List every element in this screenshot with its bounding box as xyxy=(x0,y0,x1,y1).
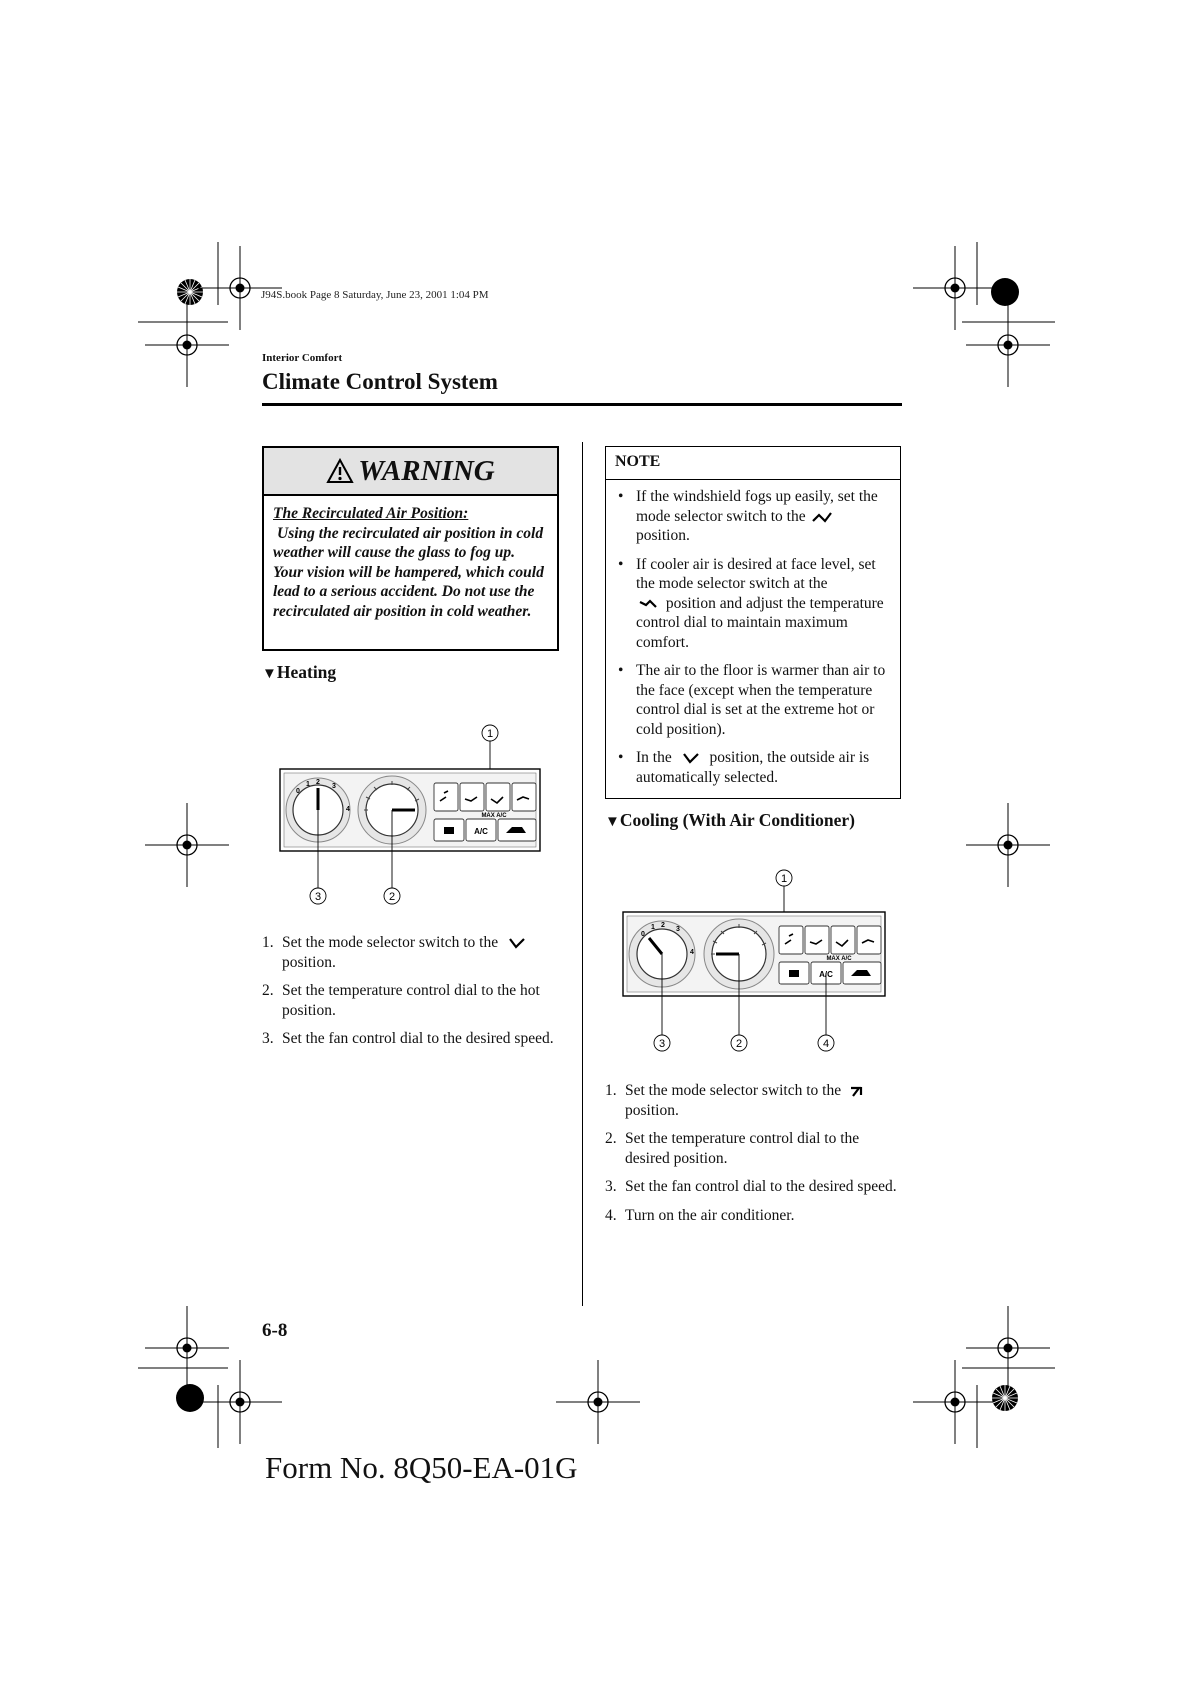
note-item-1: • If the windshield fogs up easily, set the mode selector switch to the position. xyxy=(618,488,878,544)
warning-header xyxy=(264,448,557,496)
cooling-step-4: 4. Turn on the air conditioner. xyxy=(605,1206,795,1224)
column-divider xyxy=(582,442,583,1306)
title-rule xyxy=(262,403,902,406)
cooling-step-2: 2. Set the temperature control dial to the desired position. xyxy=(605,1130,860,1167)
page-number: 6-8 xyxy=(262,1320,288,1341)
note-title: NOTE xyxy=(606,447,900,480)
svg-text:4: 4 xyxy=(690,949,694,956)
svg-text:MAX A/C: MAX A/C xyxy=(481,813,507,819)
floor-mode-icon xyxy=(502,935,532,951)
svg-text:0: 0 xyxy=(641,931,645,938)
heating-step-1: 1. Set the mode selector switch to the position. xyxy=(262,933,562,972)
cooling-step-1: 1. Set the mode selector switch to the position. xyxy=(605,1081,903,1120)
section-label: Interior Comfort xyxy=(262,352,343,364)
svg-text:A/C: A/C xyxy=(819,970,833,979)
cooling-steps xyxy=(605,1081,903,1234)
heating-step-2: 2. Set the temperature control dial to the hot position. xyxy=(262,982,540,1019)
floor-defrost-mode-icon xyxy=(809,509,835,525)
triangle-bullet-icon: ▼ xyxy=(605,814,620,830)
callout-label-1: 1 xyxy=(486,728,494,740)
heating-heading: ▼Heating xyxy=(262,662,337,682)
svg-text:2: 2 xyxy=(316,779,320,786)
svg-text:1: 1 xyxy=(651,924,655,931)
svg-text:1: 1 xyxy=(306,781,310,788)
callout-label-2: 2 xyxy=(735,1038,743,1050)
heating-steps xyxy=(262,933,562,1058)
note-item-4: • In the position, the outside air is automatically selected. xyxy=(618,749,870,786)
callout-label-3: 3 xyxy=(314,891,322,903)
callout-label-3: 3 xyxy=(658,1038,666,1050)
callout-label-4: 4 xyxy=(822,1038,830,1050)
warning-body xyxy=(264,496,557,622)
face-mode-icon xyxy=(845,1083,869,1099)
callout-label-2: 2 xyxy=(388,891,396,903)
warning-box xyxy=(262,446,559,651)
warning-subtitle: The Recirculated Air Position: xyxy=(273,505,469,522)
form-number: Form No. 8Q50-EA-01G xyxy=(265,1450,578,1485)
callout-label-1: 1 xyxy=(780,873,788,885)
bi-level-mode-icon xyxy=(636,596,662,612)
heating-control-panel-diagram xyxy=(262,715,562,905)
page-title: Climate Control System xyxy=(262,369,498,394)
triangle-bullet-icon: ▼ xyxy=(262,666,277,682)
cooling-heading: ▼Cooling (With Air Conditioner) xyxy=(605,810,855,830)
cooling-step-3: 3. Set the fan control dial to the desired speed. xyxy=(605,1178,897,1195)
svg-text:2: 2 xyxy=(661,922,665,929)
svg-text:4: 4 xyxy=(346,806,350,813)
warning-title: WARNING xyxy=(358,454,495,487)
svg-text:3: 3 xyxy=(676,926,680,933)
note-item-3: • The air to the floor is warmer than air to the face (except when the temperature control dial is set at the extreme hot or cold position). xyxy=(618,662,886,738)
heating-step-3: 3. Set the fan control dial to the desired speed. xyxy=(262,1030,554,1047)
print-header: J94S.book Page 8 Saturday, June 23, 2001 1:04 PM xyxy=(261,289,489,301)
svg-text:3: 3 xyxy=(332,783,336,790)
warning-text: Using the recirculated air position in cold weather will cause the glass to fog up. Your vision will be hampered, which could lead to a serious accident. Do not use the recirculated air position in cold weather. xyxy=(273,524,544,620)
svg-text:0: 0 xyxy=(296,788,300,795)
svg-text:MAX A/C: MAX A/C xyxy=(826,956,852,962)
note-box xyxy=(605,446,901,799)
svg-text:A/C: A/C xyxy=(474,827,488,836)
cooling-control-panel-diagram xyxy=(605,860,905,1060)
note-item-2: • If cooler air is desired at face level, set the mode selector switch at the position and adjust the temperature control dial to maintain maximum comfort. xyxy=(618,555,884,651)
warning-triangle-icon xyxy=(326,458,354,484)
floor-mode-icon xyxy=(676,750,706,766)
note-list xyxy=(606,480,900,787)
